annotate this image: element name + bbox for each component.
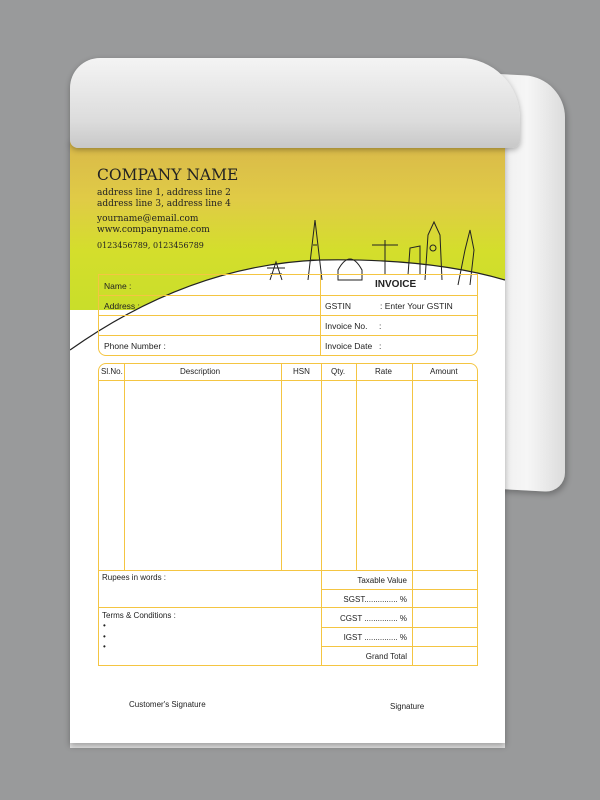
sgst-label: SGST............... %	[343, 595, 407, 604]
cgst-label: CGST ............... %	[340, 614, 407, 623]
divider	[321, 627, 478, 628]
phone-label: Phone Number :	[104, 341, 166, 351]
divider	[98, 335, 478, 336]
invoice-no-label: Invoice No.	[325, 321, 368, 331]
divider	[321, 363, 322, 666]
divider	[98, 295, 478, 296]
invoice-title: INVOICE	[375, 279, 417, 290]
colon: :	[379, 321, 382, 331]
col-description: Description	[180, 367, 221, 376]
divider	[98, 570, 478, 571]
divider	[98, 315, 320, 316]
invoice-date-label: Invoice Date	[325, 341, 373, 351]
divider	[124, 363, 125, 570]
divider	[98, 607, 478, 608]
col-hsn: HSN	[293, 367, 310, 376]
grand-total-label: Grand Total	[365, 652, 407, 661]
notepad-curled-top	[70, 58, 520, 148]
name-label: Name :	[104, 281, 132, 291]
divider	[281, 363, 282, 570]
divider	[320, 315, 478, 316]
taxable-value-label: Taxable Value	[357, 576, 407, 585]
bullet: •	[103, 642, 106, 651]
email: yourname@email.com	[97, 214, 199, 224]
col-qty: Qty.	[331, 367, 346, 376]
phones: 0123456789, 0123456789	[97, 241, 204, 250]
address-label: Address :	[104, 301, 140, 311]
divider	[321, 646, 478, 647]
col-rate: Rate	[375, 367, 392, 376]
bullet: •	[103, 632, 106, 641]
colon: :	[379, 341, 382, 351]
igst-label: IGST ............... %	[343, 633, 407, 642]
rupees-in-words-label: Rupees in words :	[102, 573, 167, 582]
col-amount: Amount	[430, 367, 458, 376]
company-name: COMPANY NAME	[97, 166, 239, 184]
website: www.companyname.com	[97, 225, 210, 235]
divider	[98, 380, 478, 381]
divider	[412, 363, 413, 666]
gstin-value[interactable]: : Enter Your GSTIN	[380, 301, 453, 311]
gstin-label: GSTIN	[325, 301, 351, 311]
signature-label: Signature	[390, 702, 425, 711]
col-slno: Sl.No.	[101, 367, 123, 376]
address-line-2: address line 3, address line 4	[97, 199, 231, 209]
address-line-1: address line 1, address line 2	[97, 188, 231, 198]
items-table	[98, 363, 478, 666]
customer-signature-label: Customer's Signature	[129, 700, 206, 709]
divider	[356, 363, 357, 570]
terms-label: Terms & Conditions :	[102, 611, 176, 620]
bullet: •	[103, 621, 106, 630]
divider	[321, 589, 478, 590]
